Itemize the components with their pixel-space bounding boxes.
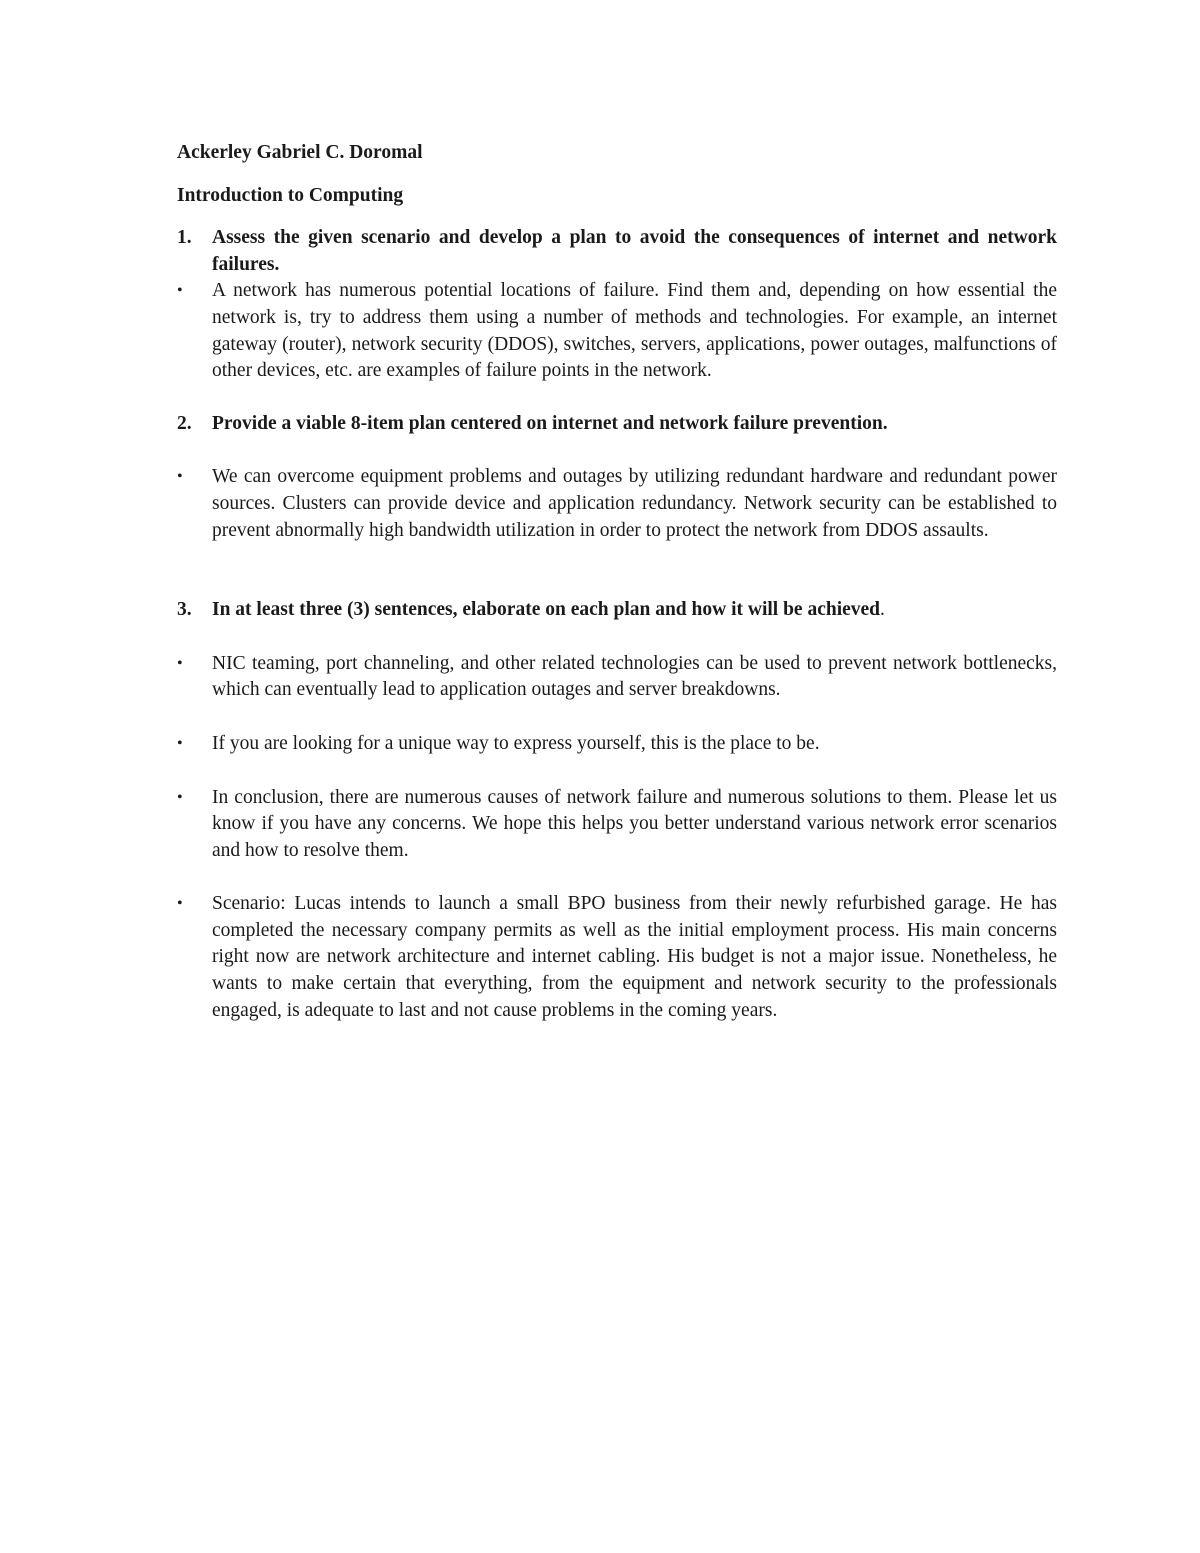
bullet-icon: •: [177, 734, 183, 752]
list-item: [177, 651, 1057, 704]
list-item: [177, 891, 1057, 1024]
question-text: Provide a viable 8-item plan centered on internet and network failure prevention.: [212, 412, 888, 434]
bullet-icon: •: [177, 468, 183, 486]
question-3: [177, 597, 1057, 624]
list-item: [177, 464, 1057, 544]
bullet-text: We can overcome equipment problems and outages by utilizing redundant hardware and redundant power sources. Clusters can provide device and application redundancy. Network security can be established to prevent abnormally high bandwidth utilization in order to protect the network from DDOS assaults.: [212, 466, 1057, 541]
bullet-icon: •: [177, 895, 183, 913]
author-name: Ackerley Gabriel C. Doromal: [177, 142, 423, 163]
bullet-text: Scenario: Lucas intends to launch a small BPO business from their newly refurbished garage. He has completed the necessary company permits as well as the initial employment process. His main concerns right now are network architecture and internet cabling. His budget is not a major issue. Nonetheless, he wants to make certain that everything, from the equipment and network security to the professionals engaged, is adequate to last and not cause problems in the coming years.: [212, 893, 1057, 1021]
course-title: Introduction to Computing: [177, 184, 404, 206]
list-item: [177, 785, 1057, 865]
question-number: 3.: [177, 599, 192, 621]
bullet-text: NIC teaming, port channeling, and other related technologies can be used to prevent network bottlenecks, which can eventually lead to application outages and server breakdowns.: [212, 652, 1057, 701]
document-body: [177, 140, 1057, 1024]
question-number: 1.: [177, 227, 192, 249]
bullet-icon: •: [177, 654, 183, 672]
question-text: In at least three (3) sentences, elaborate on each plan and how it will be achieved.: [212, 599, 885, 621]
question-1: [177, 225, 1057, 278]
list-item: [177, 278, 1057, 384]
bullet-text: In conclusion, there are numerous causes of network failure and numerous solutions to them. Please let us know if you have any concerns. We hope this helps you better understand various network error scenarios and how to resolve them.: [212, 786, 1057, 861]
question-number: 2.: [177, 412, 192, 434]
bullet-text: If you are looking for a unique way to express yourself, this is the place to be.: [212, 732, 820, 754]
question-2: [177, 411, 1057, 438]
bullet-icon: •: [177, 788, 183, 806]
question-text: Assess the given scenario and develop a plan to avoid the consequences of internet and network failures.: [212, 227, 1057, 275]
list-item: [177, 731, 1057, 758]
bullet-icon: •: [177, 282, 183, 300]
bullet-text: A network has numerous potential locations of failure. Find them and, depending on how essential the network is, try to address them using a number of methods and technologies. For example, an internet gateway (router), network security (DDOS), switches, servers, applications, power outages, malfunctions of other devices, etc. are examples of failure points in the network.: [212, 280, 1057, 382]
